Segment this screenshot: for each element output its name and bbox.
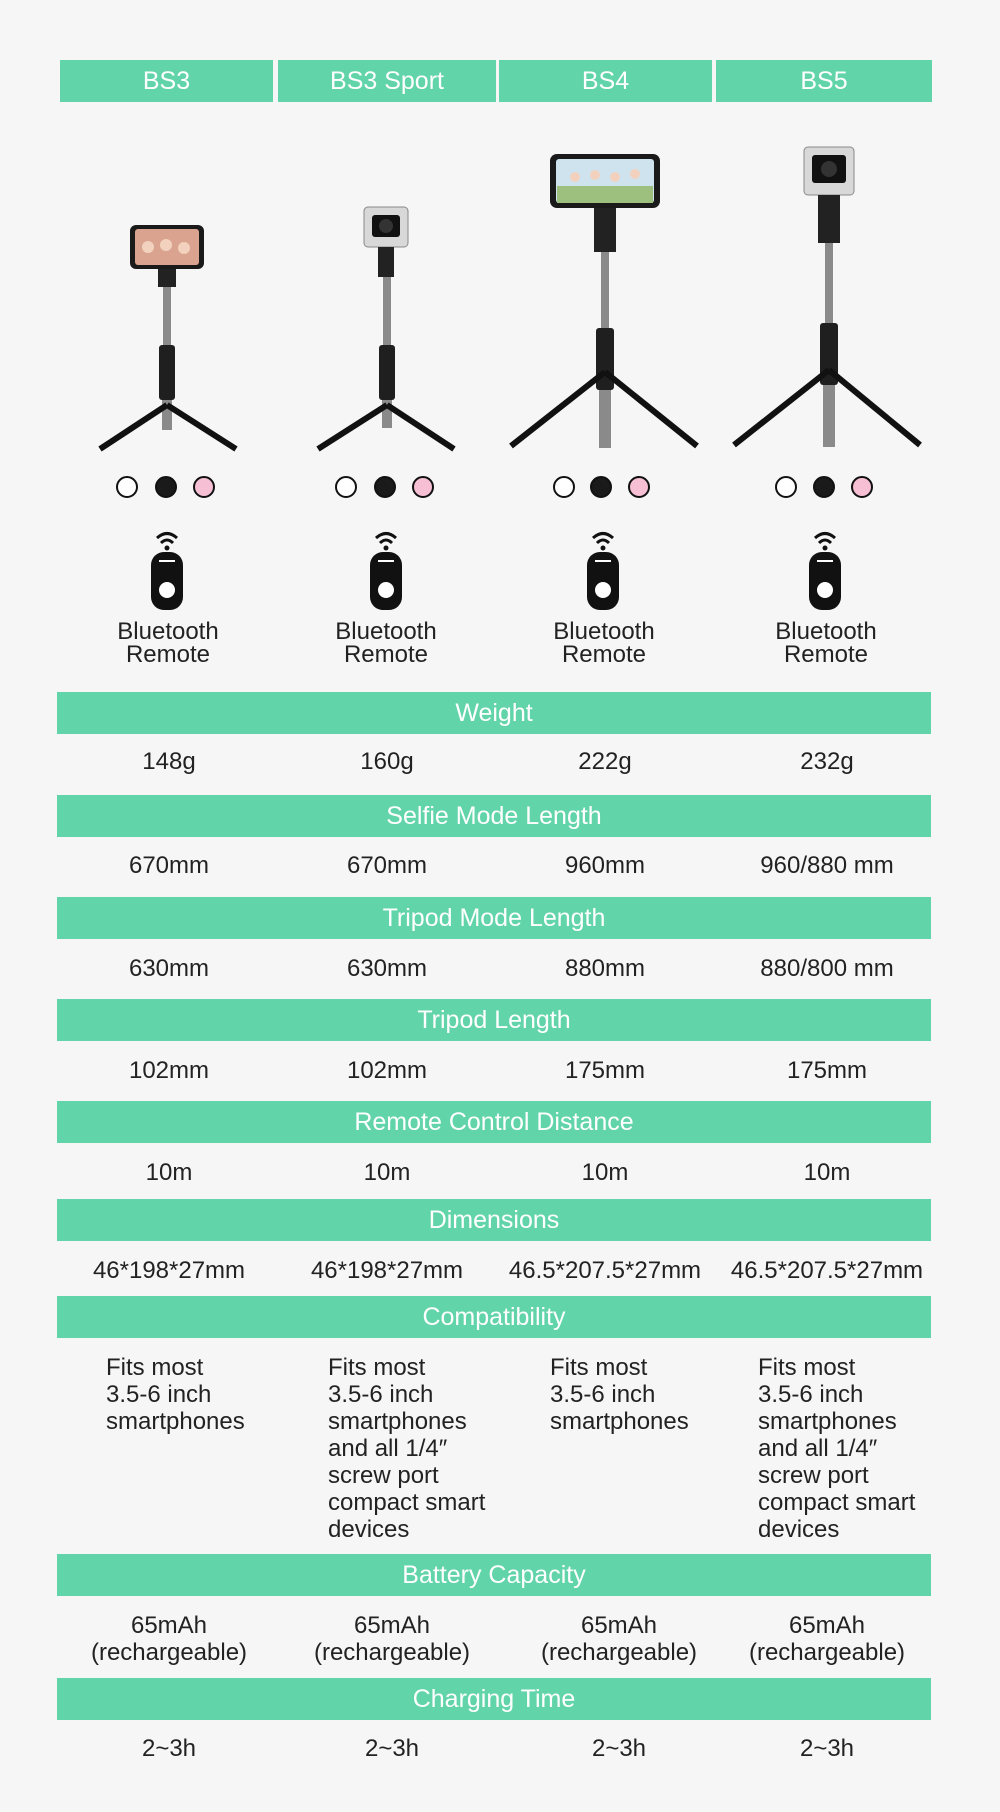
remote-label-line1: Bluetooth [553,618,655,645]
color-white-bs4[interactable] [553,476,575,498]
weight-bs3-sport: 160g [360,748,414,775]
battery-note: (rechargeable) [540,1639,698,1666]
section-header-battery-capacity: Battery Capacity [57,1554,931,1596]
compat-line: compact smart [328,1489,486,1516]
section-header-charging-time: Charging Time [57,1678,931,1720]
charging-time-bs3: 2~3h [141,1735,197,1762]
charging-time-bs3-sport: 2~3h [364,1735,420,1762]
compat-line: Fits most [550,1354,648,1381]
weight-bs4: 222g [578,748,632,775]
tripod-mode-length-bs5: 880/800 mm [760,955,894,982]
battery-bs3 [69,1612,269,1666]
dimensions-bs3-sport: 46*198*27mm [310,1257,464,1284]
color-pink-bs3[interactable] [193,476,215,498]
tripod-mode-length-bs3: 630mm [128,955,210,982]
compat-line: and all 1/4″ [758,1435,878,1462]
selfie-length-bs4: 960mm [564,852,646,879]
color-white-bs5[interactable] [775,476,797,498]
section-header-tripod-length: Tripod Length [57,999,931,1041]
bs4-product-image [505,150,705,455]
weight-bs5: 232g [800,748,854,775]
compat-line: devices [328,1516,410,1543]
tab-bs5[interactable]: BS5 [716,60,932,102]
compatibility-bs5 [758,1354,948,1543]
compat-line: smartphones [550,1408,689,1435]
battery-note: (rechargeable) [748,1639,906,1666]
remote-distance-bs3: 10m [145,1159,193,1186]
remote-label-line2: Remote [561,641,647,668]
compat-line: 3.5-6 inch [550,1381,656,1408]
remote-label-line2: Remote [125,641,211,668]
battery-bs5 [727,1612,927,1666]
tab-bs4[interactable]: BS4 [499,60,712,102]
color-pink-bs4[interactable] [628,476,650,498]
section-header-dimensions: Dimensions [57,1199,931,1241]
color-pink-bs3-sport[interactable] [412,476,434,498]
battery-bs4 [519,1612,719,1666]
compatibility-bs4 [550,1354,740,1435]
bluetooth-remote-icon [807,528,843,610]
compatibility-bs3 [106,1354,296,1435]
tripod-length-bs5: 175mm [786,1057,868,1084]
selfie-length-bs5: 960/880 mm [760,852,894,879]
selfie-length-bs3-sport: 670mm [346,852,428,879]
tripod-mode-length-bs4: 880mm [564,955,646,982]
charging-time-bs4: 2~3h [591,1735,647,1762]
color-pink-bs5[interactable] [851,476,873,498]
color-black-bs4[interactable] [590,476,612,498]
compat-line: Fits most [328,1354,426,1381]
compat-line: compact smart [758,1489,916,1516]
color-black-bs5[interactable] [813,476,835,498]
remote-distance-bs3-sport: 10m [363,1159,411,1186]
selfie-length-bs3: 670mm [128,852,210,879]
battery-value: 65mAh [580,1612,658,1639]
section-header-compatibility: Compatibility [57,1296,931,1338]
color-black-bs3-sport[interactable] [374,476,396,498]
remote-label [514,620,694,666]
weight-bs3: 148g [142,748,196,775]
compat-line: Fits most [758,1354,856,1381]
compat-line: smartphones [758,1408,897,1435]
remote-label [78,620,258,666]
remote-label-line1: Bluetooth [117,618,219,645]
compat-line: Fits most [106,1354,204,1381]
bluetooth-remote-icon [368,528,404,610]
dimensions-bs4: 46.5*207.5*27mm [508,1257,702,1284]
charging-time-bs5: 2~3h [799,1735,855,1762]
compat-line: 3.5-6 inch [328,1381,434,1408]
compatibility-bs3-sport [328,1354,518,1543]
battery-value: 65mAh [788,1612,866,1639]
remote-label [736,620,916,666]
battery-note: (rechargeable) [313,1639,471,1666]
compat-line: screw port [758,1462,869,1489]
compat-line: smartphones [328,1408,467,1435]
bs3-sport-product-image [314,205,459,455]
section-header-selfie-mode-length: Selfie Mode Length [57,795,931,837]
tab-bs3[interactable]: BS3 [60,60,273,102]
compat-line: devices [758,1516,840,1543]
compat-line: smartphones [106,1408,245,1435]
color-white-bs3-sport[interactable] [335,476,357,498]
compat-line: screw port [328,1462,439,1489]
tab-bs3-sport[interactable]: BS3 Sport [278,60,496,102]
remote-label-line1: Bluetooth [335,618,437,645]
section-header-tripod-mode-length: Tripod Mode Length [57,897,931,939]
tripod-length-bs4: 175mm [564,1057,646,1084]
battery-value: 65mAh [130,1612,208,1639]
tripod-length-bs3-sport: 102mm [346,1057,428,1084]
compat-line: and all 1/4″ [328,1435,448,1462]
remote-label-line2: Remote [783,641,869,668]
tripod-length-bs3: 102mm [128,1057,210,1084]
color-black-bs3[interactable] [155,476,177,498]
section-header-weight: Weight [57,692,931,734]
dimensions-bs5: 46.5*207.5*27mm [730,1257,924,1284]
remote-distance-bs4: 10m [581,1159,629,1186]
tripod-mode-length-bs3-sport: 630mm [346,955,428,982]
battery-note: (rechargeable) [90,1639,248,1666]
bs5-product-image [728,145,928,455]
remote-label-line2: Remote [343,641,429,668]
model-tabs [60,60,932,102]
remote-label-line1: Bluetooth [775,618,877,645]
bs3-product-image [96,215,241,455]
section-header-remote-distance: Remote Control Distance [57,1101,931,1143]
battery-value: 65mAh [353,1612,431,1639]
bluetooth-remote-icon [585,528,621,610]
battery-bs3-sport [292,1612,492,1666]
dimensions-bs3: 46*198*27mm [92,1257,246,1284]
remote-distance-bs5: 10m [803,1159,851,1186]
color-white-bs3[interactable] [116,476,138,498]
bluetooth-remote-icon [149,528,185,610]
compat-line: 3.5-6 inch [758,1381,864,1408]
compat-line: 3.5-6 inch [106,1381,212,1408]
remote-label [296,620,476,666]
